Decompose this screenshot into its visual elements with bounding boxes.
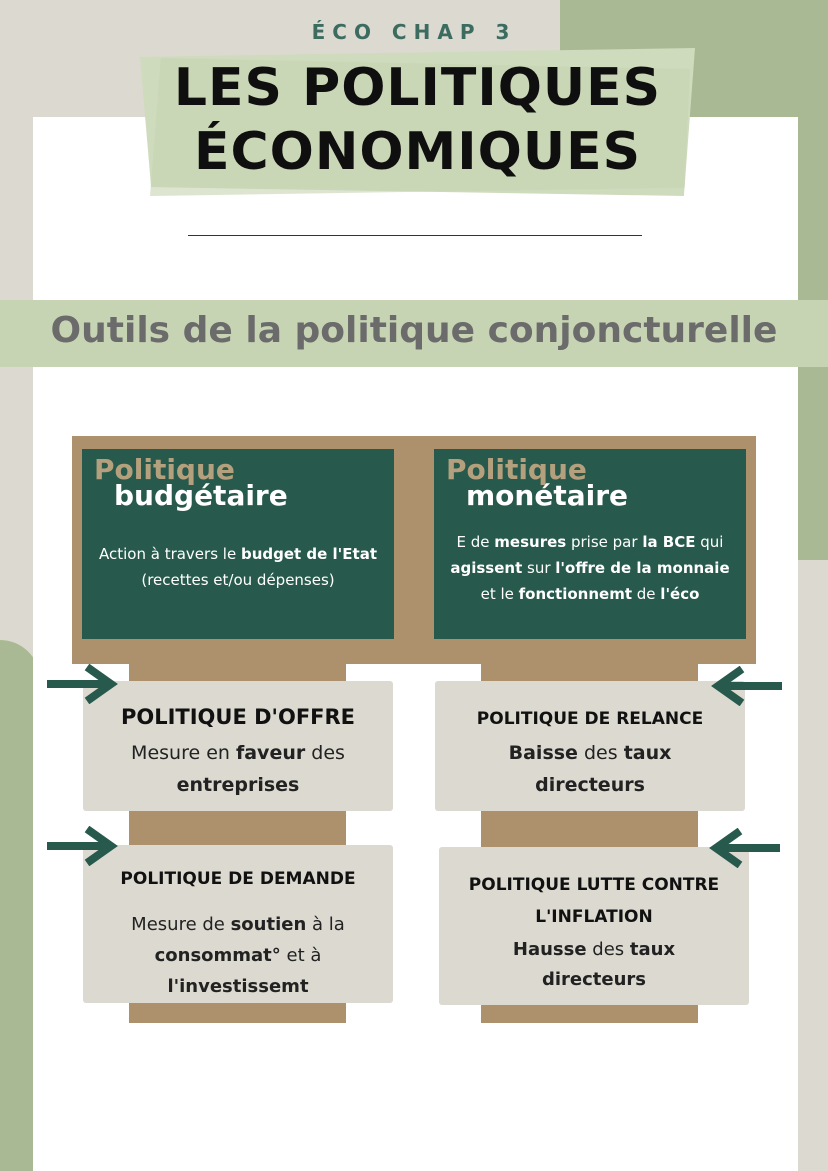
emphasis-text: mesures xyxy=(494,533,567,551)
arrow-left-icon xyxy=(710,666,782,706)
card-title: POLITIQUE LUTTE CONTRE L'INFLATION xyxy=(468,875,720,927)
card-title: POLITIQUE DE RELANCE xyxy=(476,709,704,729)
body-text: (recettes et/ou dépenses) xyxy=(141,571,335,589)
emphasis-text: l'investissemt xyxy=(167,976,309,997)
panel-body xyxy=(448,529,732,607)
card-body xyxy=(499,935,689,995)
body-text: E de xyxy=(456,533,495,551)
panel-body xyxy=(96,541,380,593)
body-text: à la xyxy=(306,914,345,935)
body-text: prise par xyxy=(566,533,643,551)
page-title xyxy=(140,56,695,184)
arrow-right-icon xyxy=(47,826,119,866)
card-body xyxy=(113,909,363,1002)
body-text: des xyxy=(305,742,345,764)
body-text: et le xyxy=(480,585,519,603)
divider xyxy=(188,235,642,236)
emphasis-text: taux directeurs xyxy=(535,742,672,796)
card-politique-relance xyxy=(435,681,745,811)
emphasis-text: entreprises xyxy=(176,774,300,796)
body-text: des xyxy=(577,742,624,764)
emphasis-text: fonctionnemt xyxy=(518,585,632,603)
section-title: Outils de la politique conjoncturelle xyxy=(50,310,778,351)
panel-label-politique: Politique xyxy=(94,453,235,486)
panel-politique-budgetaire xyxy=(82,449,394,639)
title-line-1: LES POLITIQUES xyxy=(173,58,662,118)
card-politique-demande xyxy=(83,845,393,1003)
emphasis-text: budget de l'Etat xyxy=(240,545,377,563)
panel-label-monetaire: monétaire xyxy=(466,479,629,512)
body-text: des xyxy=(586,939,630,960)
body-text: Mesure en xyxy=(131,742,236,764)
arrow-left-icon xyxy=(708,828,780,868)
emphasis-text: l'éco xyxy=(660,585,700,603)
emphasis-text: agissent xyxy=(450,559,523,577)
arrow-right-icon xyxy=(47,664,119,704)
emphasis-text: soutien xyxy=(230,914,307,935)
chapter-kicker: ÉCO CHAP 3 xyxy=(311,20,517,44)
emphasis-text: la BCE xyxy=(642,533,696,551)
emphasis-text: faveur xyxy=(235,742,306,764)
background-shape-green-edge xyxy=(798,0,828,560)
emphasis-text: taux directeurs xyxy=(541,939,676,990)
body-text: Mesure de xyxy=(131,914,231,935)
card-title: POLITIQUE DE DEMANDE xyxy=(120,869,356,889)
card-body xyxy=(111,737,365,801)
emphasis-text: Hausse xyxy=(512,939,587,960)
emphasis-text: l'offre de la monnaie xyxy=(555,559,730,577)
panel-politique-monetaire xyxy=(434,449,746,639)
body-text: qui xyxy=(695,533,724,551)
body-text: sur xyxy=(522,559,556,577)
body-text: Action à travers le xyxy=(98,545,241,563)
card-politique-lutte-inflation xyxy=(439,847,749,1005)
emphasis-text: Baisse xyxy=(508,742,578,764)
emphasis-text: consommat° xyxy=(154,945,281,966)
panel-label-budgetaire: budgétaire xyxy=(114,479,288,512)
card-title: POLITIQUE D'OFFRE xyxy=(120,705,356,729)
body-text: et à xyxy=(280,945,322,966)
card-body xyxy=(495,737,685,801)
panel-label-politique: Politique xyxy=(446,453,587,486)
card-politique-offre xyxy=(83,681,393,811)
body-text: de xyxy=(632,585,661,603)
title-line-2: ÉCONOMIQUES xyxy=(193,122,642,182)
